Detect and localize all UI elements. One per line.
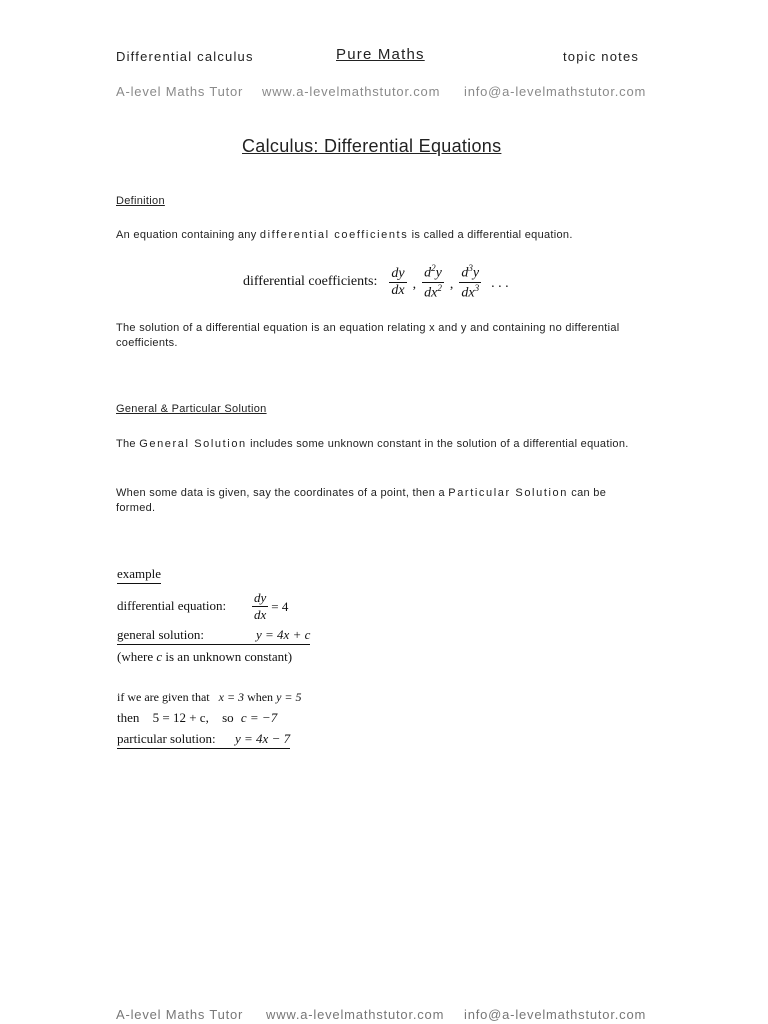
fraction-dy-dx: $\frac{dy}{dx}$ xyxy=(391,265,405,298)
footer-email-link[interactable]: info@a-levelmathstutor.com xyxy=(464,1007,647,1022)
header-type: topic notes xyxy=(563,49,640,64)
general-solution-line xyxy=(117,627,310,645)
fraction-d3y-dx3: $\frac{d^3y}{dx^3}$ xyxy=(461,262,480,301)
header-email-link[interactable]: info@a-levelmathstutor.com xyxy=(464,84,647,99)
given-line: if we are given that x = 3 when y = 5 xyxy=(117,690,302,704)
gs-label: general solution: xyxy=(117,627,205,642)
general-solution-text: The General Solution includes some unknown constant in the solution of a differential equation. xyxy=(116,438,629,450)
header-subject: Pure Maths xyxy=(336,46,425,63)
solution-text: The solution of a differential equation is an equation relating x and y and containing no differential coefficients. xyxy=(116,322,620,349)
header-website-link[interactable]: www.a-levelmathstutor.com xyxy=(262,84,441,99)
ps-equation: y = 4x − 7 xyxy=(235,731,291,746)
gs-equation: y = 4x + c xyxy=(256,627,311,642)
definition-text: An equation containing any differential coefficients is called a differential equation. xyxy=(116,229,573,241)
ps-label: particular solution: xyxy=(117,731,216,746)
general-particular-heading: General & Particular Solution xyxy=(116,403,267,415)
header-topic: Differential calculus xyxy=(116,49,254,64)
particular-solution-text: When some data is given, say the coordinates of a point, then a Particular Solution can be formed. xyxy=(116,487,607,514)
header-tutor: A-level Maths Tutor xyxy=(116,84,244,99)
footer-tutor: A-level Maths Tutor xyxy=(116,1007,244,1022)
page-title: Calculus: Differential Equations xyxy=(242,136,502,156)
footer-website-link[interactable]: www.a-levelmathstutor.com xyxy=(266,1007,445,1022)
where-note: (where c is an unknown constant) xyxy=(117,649,293,664)
fraction-d2y-dx2: $\frac{d^2y}{dx^2}$ xyxy=(424,262,442,301)
de-equation: $\frac{dy}{dx}$ = 4 xyxy=(254,590,289,622)
example-heading: example xyxy=(117,566,161,584)
then-line: then 5 = 12 + c, so c = −7 xyxy=(117,710,278,725)
differential-coefficients-formula: differential coefficients: $\frac{dy}{dx}$ , $\frac{d^2y}{dx^2}$ , $\frac{d^3y}{dx^3}$ . . . xyxy=(243,262,509,301)
particular-solution-line xyxy=(117,731,290,749)
de-label: differential equation: xyxy=(117,598,227,613)
definition-heading: Definition xyxy=(116,195,165,207)
fraction-dy-dx-example: $\frac{dy}{dx}$ xyxy=(254,590,267,622)
